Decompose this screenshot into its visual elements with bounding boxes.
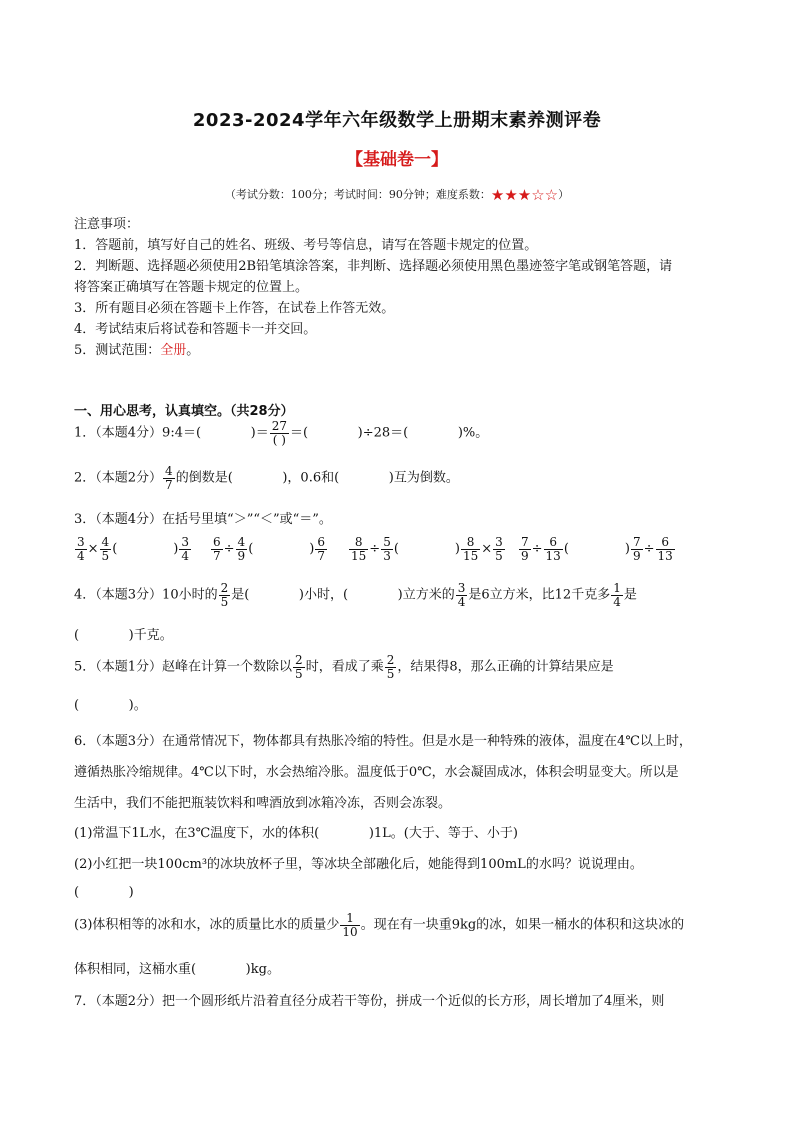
q6-sub3-line2-suffix: )kg。 bbox=[245, 962, 280, 977]
question-1 bbox=[74, 420, 488, 446]
exam-info bbox=[0, 186, 794, 203]
q4-blank-3[interactable] bbox=[79, 628, 129, 643]
q2-fraction bbox=[163, 465, 175, 491]
q3-1-c-num: 3 bbox=[181, 535, 189, 549]
exam-info-suffix: ） bbox=[558, 188, 570, 201]
q3-item-4 bbox=[518, 536, 676, 562]
star-filled-icon: ★ bbox=[504, 186, 518, 204]
q3-item-2 bbox=[210, 536, 328, 562]
q4-text-5: 是 bbox=[623, 587, 637, 603]
q3-item-1 bbox=[74, 536, 192, 562]
q1-blank-1[interactable] bbox=[201, 426, 251, 441]
q3-4-b-num: 6 bbox=[549, 535, 557, 549]
question-6-sub-2: (2)小红把一块100cm³的冰块放杯子里，等冰块全部融化后，她能得到100mL的水吗？说说理由。 bbox=[74, 857, 643, 872]
q4-line2-suffix: )千克。 bbox=[128, 628, 173, 643]
question-4-line-2 bbox=[74, 624, 173, 643]
notes-heading: 注意事项： bbox=[74, 217, 140, 232]
q2-suffix: )互为倒数。 bbox=[388, 470, 459, 486]
q4-f1-den: 5 bbox=[220, 594, 229, 609]
q3-3-d-den: 5 bbox=[495, 548, 503, 563]
q5-blank[interactable] bbox=[79, 698, 129, 713]
q2-text-2: )，0.6和( bbox=[282, 470, 340, 486]
q2-prefix: 2．（本题2分） bbox=[74, 470, 163, 486]
question-7-line-1: 7．（本题2分）把一个圆形纸片沿着直径分成若干等份，拼成一个近似的长方形，周长增加了4厘米，则 bbox=[74, 994, 665, 1009]
q3-2-open: ( bbox=[248, 541, 254, 557]
q1-text-1: )＝ bbox=[250, 425, 269, 441]
q5-f2-den: 5 bbox=[386, 666, 395, 681]
q3-2-b-num: 4 bbox=[237, 535, 246, 549]
q3-4-a-num: 7 bbox=[521, 535, 529, 549]
q4-blank-1[interactable] bbox=[249, 588, 299, 603]
q3-2-c-den: 7 bbox=[317, 548, 325, 563]
q4-blank-2[interactable] bbox=[348, 588, 398, 603]
notes-item-5 bbox=[74, 339, 199, 358]
q4-f3-den: 4 bbox=[613, 594, 621, 609]
q3-4-a-den: 9 bbox=[521, 548, 529, 563]
q6-sub2-open: ( bbox=[74, 885, 80, 900]
q6-sub1-suffix: )1L。(大于、等于、小于) bbox=[368, 826, 518, 841]
q3-3-a-den: 15 bbox=[351, 548, 367, 563]
q6-sub3-line2-prefix: 体积相同，这桶水重( bbox=[74, 962, 197, 977]
q6-sub3-blank[interactable] bbox=[196, 962, 246, 977]
q6-sub3-suffix: 。现在有一块重9kg的冰，如果一桶水的体积和这块冰的 bbox=[360, 917, 685, 933]
question-6-sub-3-line-2 bbox=[74, 958, 280, 977]
q6-sub1-prefix: (1)常温下1L水，在3℃温度下，水的体积( bbox=[74, 826, 320, 841]
q4-prefix: 4．（本题3分）10小时的 bbox=[74, 587, 218, 603]
star-filled-icon: ★ bbox=[517, 186, 532, 204]
q3-1-op: × bbox=[87, 541, 99, 557]
q3-4-d-den: 13 bbox=[657, 548, 673, 563]
q3-1-a-den: 4 bbox=[77, 548, 85, 563]
q2-blank-1[interactable] bbox=[233, 471, 283, 486]
q1-text-3: )÷28＝( bbox=[357, 425, 409, 441]
q5-line2-open: ( bbox=[74, 698, 80, 713]
q2-blank-2[interactable] bbox=[339, 471, 389, 486]
q3-3-b-den: 3 bbox=[383, 548, 391, 563]
q5-f1-den: 5 bbox=[295, 666, 303, 681]
question-6-line-2: 遵循热胀冷缩规律。4℃以下时，水会热缩冷胀。温度低于0℃，水会凝固成冰，体积会明显变大。所以是 bbox=[74, 765, 679, 780]
q3-2-a-num: 6 bbox=[213, 535, 221, 549]
q3-3-b-num: 5 bbox=[383, 535, 391, 549]
notes-item-2: 2．判断题、选择题必须使用2B铅笔填涂答案，非判断、选择题必须使用黑色墨迹签字笔或钢笔答题，请 bbox=[74, 259, 673, 274]
q3-1-b-num: 4 bbox=[101, 535, 110, 549]
q4-f2-num: 3 bbox=[457, 581, 466, 595]
q4-f3-num: 1 bbox=[613, 581, 621, 595]
q1-prefix: 1．（本题4分）9:4＝( bbox=[74, 425, 202, 441]
q3-2-a-den: 7 bbox=[213, 548, 221, 563]
q2-text-1: 的倒数是( bbox=[175, 470, 233, 486]
question-6-sub-3 bbox=[74, 912, 684, 938]
q3-2-close: ) bbox=[309, 541, 315, 557]
q3-item-3 bbox=[348, 536, 506, 562]
scope-prefix: 5．测试范围： bbox=[74, 343, 161, 358]
q3-3-c-den: 15 bbox=[462, 548, 479, 563]
notes-item-3: 3．所有题目必须在答题卡上作答，在试卷上作答无效。 bbox=[74, 301, 395, 316]
q3-4-b-den: 13 bbox=[545, 548, 561, 563]
q3-4-c-den: 9 bbox=[632, 548, 641, 563]
q2-frac-den: 7 bbox=[165, 477, 173, 492]
q6-sub2-close: ) bbox=[128, 885, 134, 900]
question-6-sub-2-answer bbox=[74, 885, 134, 900]
q4-line2-open: ( bbox=[74, 628, 80, 643]
q1-suffix: )%。 bbox=[457, 425, 489, 441]
star-empty-icon: ☆ bbox=[544, 186, 559, 204]
q5-f2-num: 2 bbox=[386, 653, 395, 667]
q3-2-b-den: 9 bbox=[237, 548, 246, 563]
notes-item-1: 1．答题前，填写好自己的姓名、班级、考号等信息，请写在答题卡规定的位置。 bbox=[74, 238, 538, 253]
question-5-line-2 bbox=[74, 694, 147, 713]
q3-1-open: ( bbox=[112, 541, 118, 557]
q3-1-c-den: 4 bbox=[181, 548, 189, 563]
q6-sub3-den: 10 bbox=[342, 924, 358, 939]
exam-info-prefix: （考试分数：100分；考试时间：90分钟；难度系数： bbox=[224, 188, 491, 201]
q1-frac-den[interactable]: ( ) bbox=[270, 433, 289, 447]
q4-f2-den: 4 bbox=[457, 594, 466, 609]
q3-1-b-den: 5 bbox=[101, 548, 110, 563]
q3-4-op: ÷ bbox=[531, 541, 543, 557]
exam-subtitle: 【基础卷一】 bbox=[346, 150, 448, 170]
q1-frac-num: 27 bbox=[271, 419, 287, 433]
q3-3-op2: × bbox=[481, 541, 493, 557]
question-3: 3．（本题4分）在括号里填“＞”“＜”或“＝”。 bbox=[74, 512, 332, 527]
q3-3-a-num: 8 bbox=[354, 535, 363, 549]
notes-item-2-cont: 将答案正确填写在答题卡规定的位置上。 bbox=[74, 280, 309, 295]
difficulty-stars bbox=[491, 188, 558, 203]
q3-3-open: ( bbox=[393, 541, 399, 557]
q3-3-op: ÷ bbox=[369, 541, 381, 557]
q5-f1-num: 2 bbox=[295, 653, 303, 667]
scope-value: 全册 bbox=[160, 343, 187, 358]
q3-2-op: ÷ bbox=[223, 541, 235, 557]
q3-2-c-num: 6 bbox=[317, 535, 325, 549]
q3-4-close: ) bbox=[624, 541, 630, 557]
q3-3-close: ) bbox=[454, 541, 460, 557]
q4-f1-num: 2 bbox=[220, 581, 229, 595]
q5-prefix: 5．（本题1分）赵峰在计算一个数除以 bbox=[74, 659, 293, 675]
scope-suffix: 。 bbox=[186, 343, 200, 358]
question-6-sub-1 bbox=[74, 822, 518, 841]
q6-sub3-prefix: (3)体积相等的冰和水，冰的质量比水的质量少 bbox=[74, 917, 340, 933]
q3-4-d-num: 6 bbox=[661, 535, 669, 549]
question-6-line-1: 6．（本题3分）在通常情况下，物体都具有热胀冷缩的特性。但是水是一种特殊的液体，温度在4℃以上时， bbox=[74, 734, 692, 749]
q2-frac-num: 4 bbox=[165, 464, 173, 478]
q3-comparisons bbox=[74, 536, 734, 576]
question-4 bbox=[74, 582, 637, 608]
q6-sub3-num: 1 bbox=[346, 911, 354, 925]
q4-text-3: )立方米的 bbox=[397, 587, 455, 603]
exam-title: 2023-2024学年六年级数学上册期末素养测评卷 bbox=[192, 110, 602, 131]
q5-line2-suffix: )。 bbox=[128, 698, 147, 713]
question-5 bbox=[74, 654, 614, 680]
notes-item-4: 4．考试结束后将试卷和答题卡一并交回。 bbox=[74, 322, 317, 337]
q6-sub1-blank[interactable] bbox=[319, 826, 369, 841]
q3-3-d-num: 3 bbox=[495, 535, 503, 549]
q3-4-c-num: 7 bbox=[632, 535, 641, 549]
q5-text-1: 时，看成了乘 bbox=[305, 659, 384, 675]
q1-blank-3[interactable] bbox=[408, 426, 458, 441]
q1-text-2: ＝( bbox=[290, 425, 309, 441]
q3-1-a-num: 3 bbox=[77, 535, 85, 549]
star-empty-icon: ☆ bbox=[531, 186, 545, 204]
q4-text-2: )小时，( bbox=[298, 587, 349, 603]
q4-text-4: 是6立方米，比12千克多 bbox=[468, 587, 611, 603]
q3-4-op2: ÷ bbox=[643, 541, 655, 557]
q3-4-open: ( bbox=[563, 541, 569, 557]
section-1-heading: 一、用心思考，认真填空。（共28分） bbox=[74, 404, 294, 419]
q3-3-c-num: 8 bbox=[466, 535, 475, 549]
q3-1-close: ) bbox=[173, 541, 179, 557]
q1-fraction bbox=[270, 420, 289, 446]
q6-sub2-blank[interactable] bbox=[79, 885, 129, 900]
question-2 bbox=[74, 465, 459, 491]
q4-text-1: 是( bbox=[231, 587, 250, 603]
star-filled-icon: ★ bbox=[490, 186, 505, 204]
question-6-line-3: 生活中，我们不能把瓶装饮料和啤酒放到冰箱冷冻，否则会冻裂。 bbox=[74, 796, 452, 811]
q5-text-2: ，结果得8，那么正确的计算结果应是 bbox=[397, 659, 614, 675]
q1-blank-2[interactable] bbox=[308, 426, 358, 441]
